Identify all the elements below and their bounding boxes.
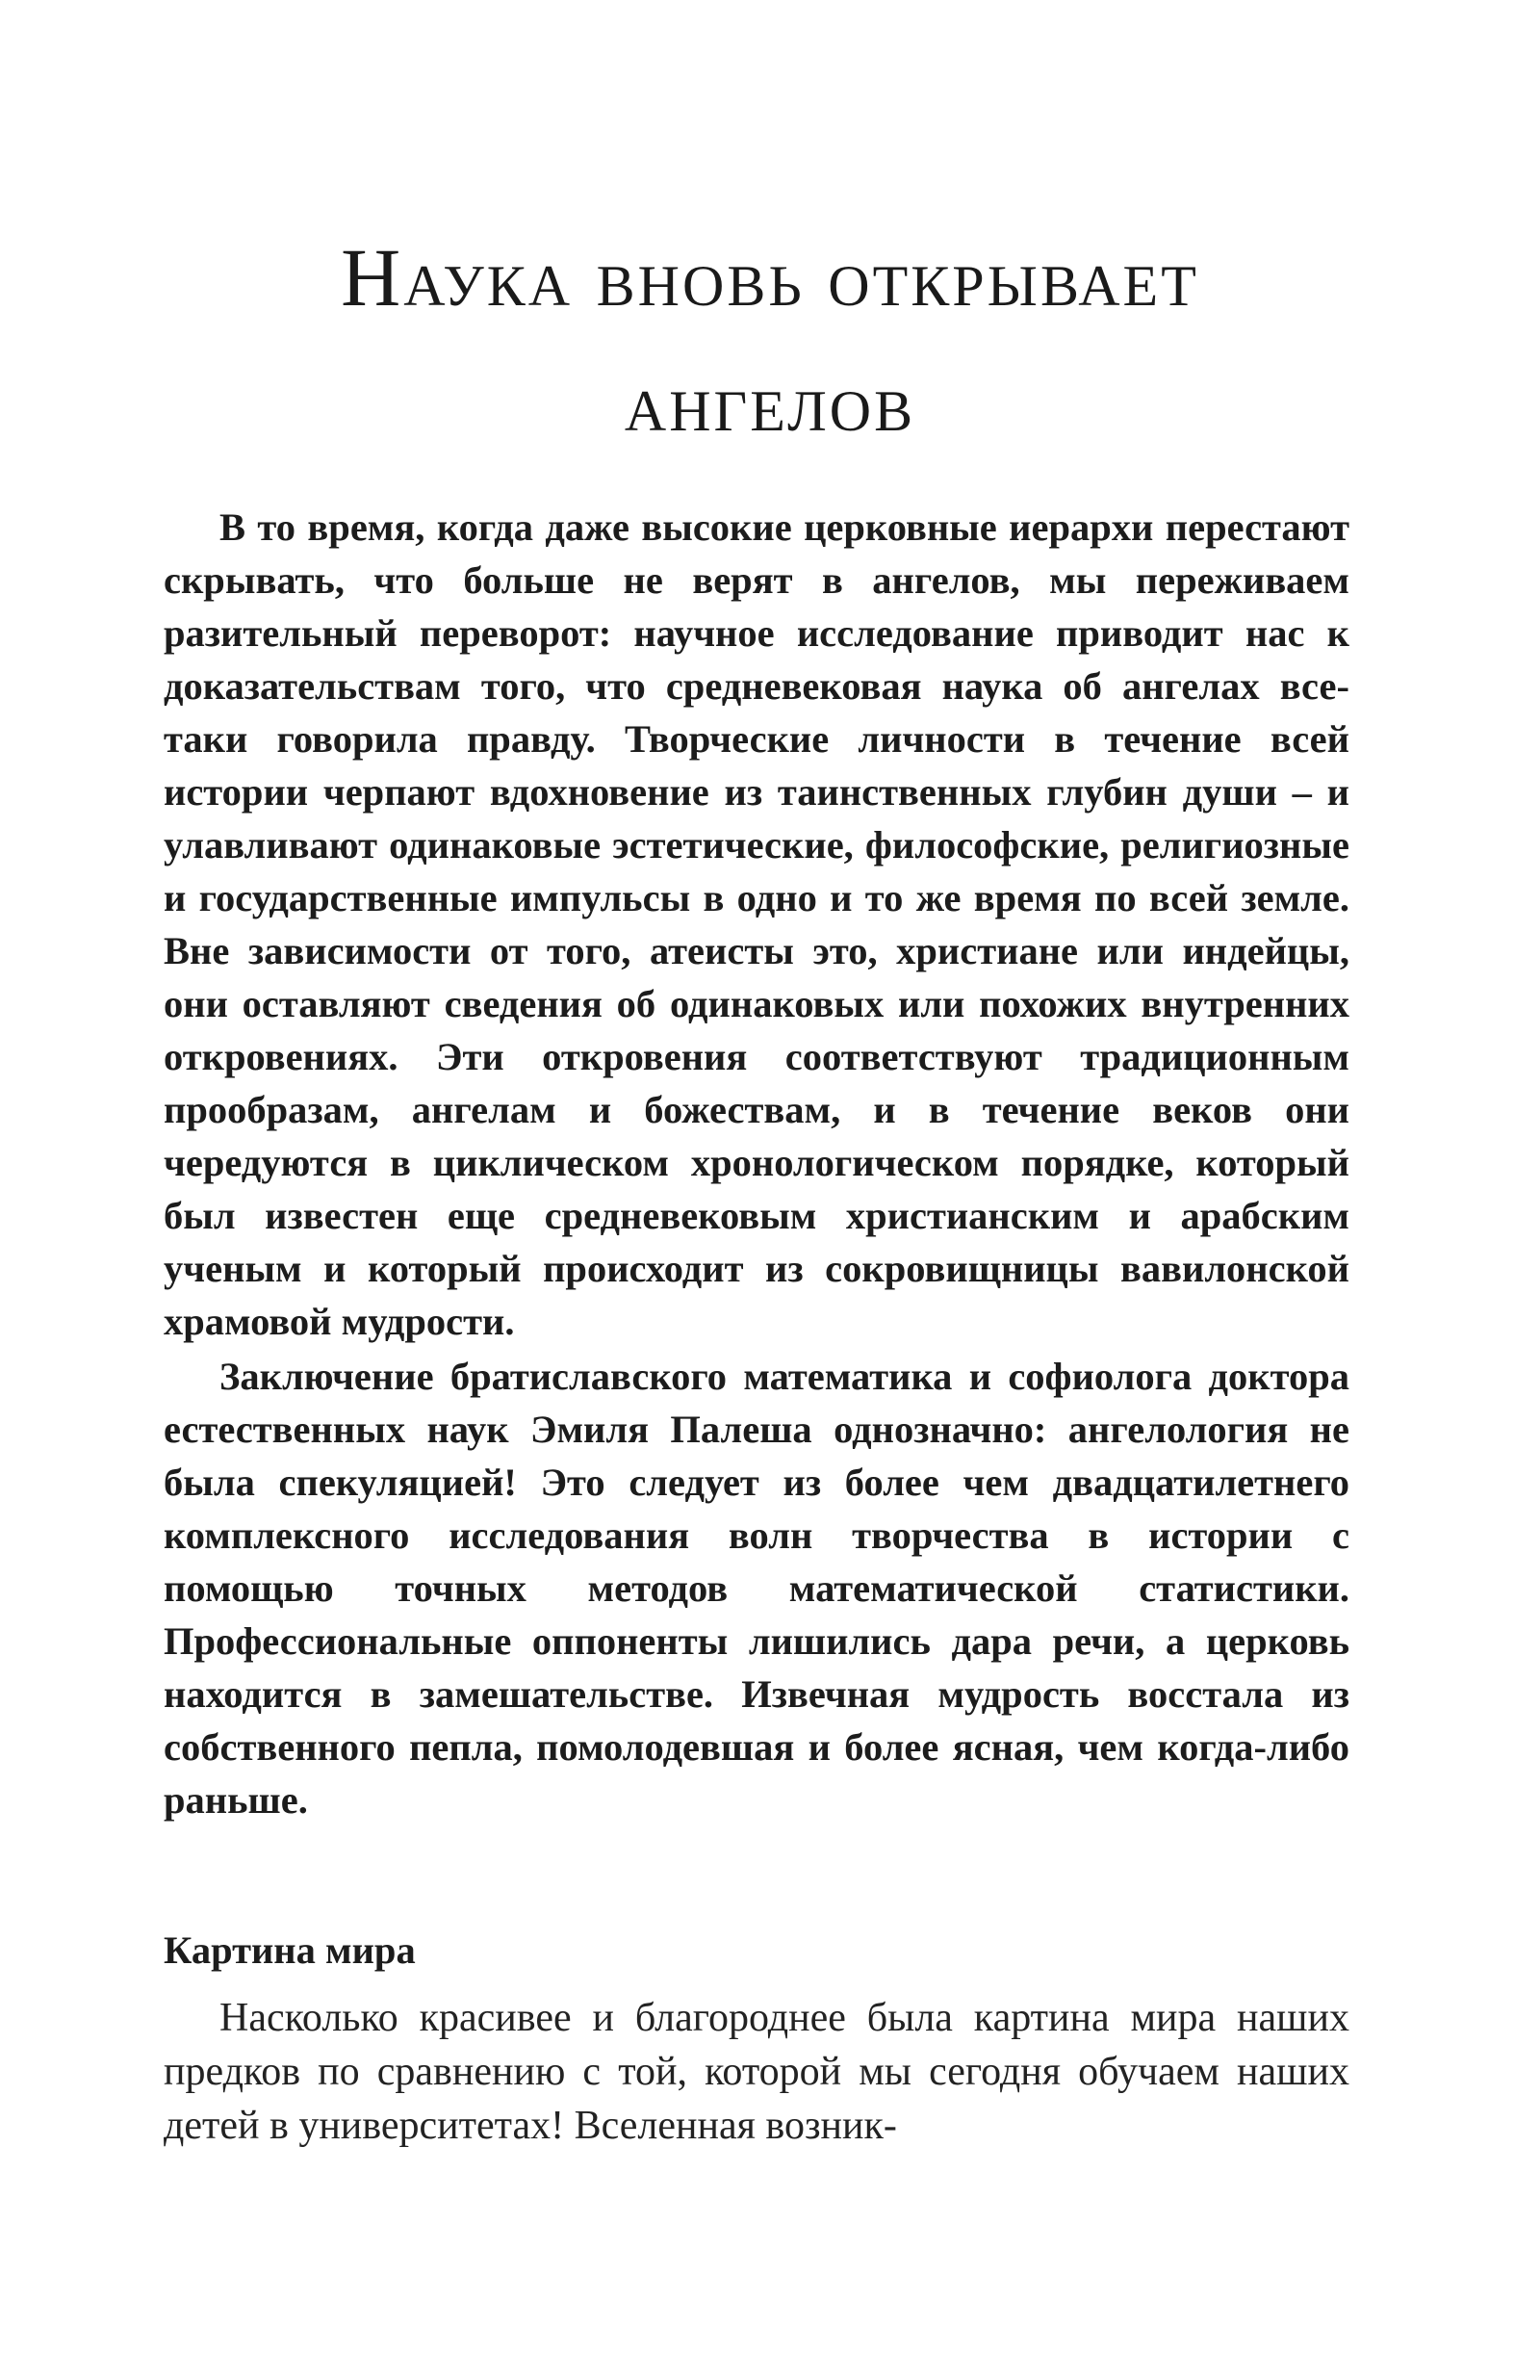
intro-paragraph-2: Заключение братиславского математика и софиолога доктора естественных наук Эмиля Палеша однозначно: ангелология не была спекуляцией! Это следует из более чем двадцатилетнего комплексного исследования волн творчества в истории с помощью точных методов математической статистики. Профессиональные оппоненты лишились дара речи, а церковь находится в замешательстве. Извечная мудрость восстала из собственного пепла, помолодевшая и более ясная, чем когда-либо раньше. [164,1355,1349,1822]
chapter-title-line-2: ангелов [624,356,916,449]
chapter-title-line-1: Наука вновь открывает [341,231,1199,323]
intro-paragraph-1: В то время, когда даже высокие церковные иерархи перестают скрывать, что больше не верят в ангелов, мы переживаем разительный переворот: научное исследование приводит нас к доказательствам того, что средневековая наука об ангелах все-таки говорила правду. Творческие личности в течение всей истории черпают вдохновение из таинственных глубин души – и улавливают одинаковые эстетические, философские, религиозные и государственные импульсы в одно и то же время по всей земле. Вне зависимости от того, атеисты это, христиане или индейцы, они оставляют сведения об одинаковых или похожих внутренних откровениях. Эти откровения соответствуют традиционным прообразам, ангелам и божествам, и в течение веков они чередуются в циклическом хронологическом порядке, который был известен еще средневековым христианским и арабским ученым и который происходит из сокровищницы вавилонской храмовой мудрости. [164,505,1349,1343]
section-paragraph: Насколько красивее и благороднее была картина мира наших предков по сравнению с той, которой мы сегодня обучаем наших детей в университетах! Вселенная возник- [164,1996,1349,2148]
chapter-intro [164,501,1349,1826]
section-heading: Картина мира [164,1928,416,1972]
